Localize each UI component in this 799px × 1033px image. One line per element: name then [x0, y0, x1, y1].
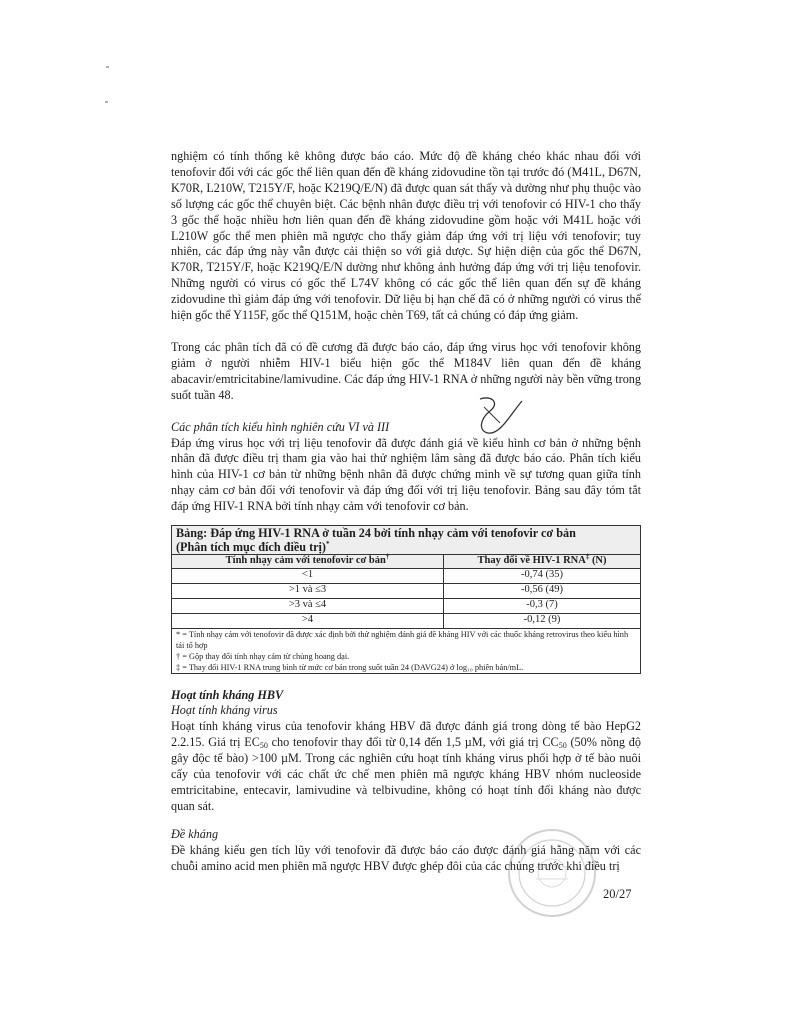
heading-anti-hbv-activity: Hoạt tính kháng HBV — [171, 687, 284, 702]
table-footnotes — [172, 628, 641, 673]
paragraph-phenotypic-response: Đáp ứng virus học với trị liệu tenofovir đã được đánh giá về kiểu hình cơ bản ở những bệnh nhân đã được điều trị tham gia vào hai thử nghiệm lâm sàng đã được báo cáo. Phân tích kiểu hình của HIV-1 cơ bản từ những bệnh nhân đã được chứng minh về sự tương quan giữa tính nhạy cảm cơ bản đối với tenofovir và đáp ứng đối với trị liệu tenofovir. Bảng sau đây tóm tắt đáp ứng HIV-1 RNA bởi tính nhạy cảm với tenofovir cơ bản. — [171, 435, 641, 514]
paragraph-antiviral-activity — [171, 719, 641, 814]
table-caption-mark: * — [325, 539, 330, 548]
table-footnote: † = Gộp thay đổi tính nhạy cảm từ chủng hoang dại. — [176, 651, 350, 661]
paragraph-resistance-intro: nghiệm có tính thống kê không được báo cáo. Mức độ đề kháng chéo khác nhau đối với tenofovir đối với các gốc thể liên quan đến đề kháng zidovudine tồn tại trước đó (M41L, D67N, K70R, L210W, T215Y/F, hoặc K219Q/E/N) đã được quan sát thấy và dường như phụ thuộc vào số lượng các gốc thể chuyên biệt. Các bệnh nhân được điều trị với tenofovir có HIV-1 cho thấy 3 gốc thể hoặc nhiều hơn liên quan đến đề kháng zidovudine gồm hoặc với M41L hoặc với L210W gốc thể men phiên mã ngược cho thấy giảm đáp ứng với trị liệu với tenofovir; tuy nhiên, các đáp ứng này vẫn được cải thiện so với giả dược. Sự hiện diện của gốc thể D67N, K70R, T215Y/F, hoặc K219Q/E/N dường như không ảnh hưởng đáp ứng với trị liệu tenofovir. Những người có virus có gốc thể L74V không có các gốc thể liên quan đến sự đề kháng zidovudine thì giảm đáp ứng với tenofovir. Dữ liệu bị hạn chế đã có ở những người có virus thể hiện gốc thể Y115F, gốc thể Q151M, hoặc chèn T69, tất cả chúng có đáp ứng giảm. — [171, 149, 641, 323]
column-header-rna-change-mark: ‡ — [585, 552, 590, 561]
rna-change-cell: -0,74 (35) — [444, 568, 641, 583]
table-row — [172, 583, 641, 598]
page-number: 20/27 — [603, 887, 632, 901]
table-caption-line1: Bảng: Đáp ứng HIV-1 RNA ở tuần 24 bởi tính nhạy cảm với tenofovir cơ bản — [176, 526, 576, 541]
table-row — [172, 568, 641, 583]
paragraph-resistance: Đề kháng kiểu gen tích lũy với tenofovir đã được báo cáo được đánh giá hằng năm với các chuỗi amino acid men phiên mã ngược HBV được ghép đôi của các chủng trước khi điều trị — [171, 842, 641, 873]
table-caption — [172, 526, 641, 555]
heading-phenotypic-analysis: Các phân tích kiểu hình nghiên cứu VI và III — [171, 419, 390, 434]
column-header-susceptibility-mark: † — [385, 552, 390, 561]
column-header-susceptibility — [172, 552, 444, 569]
scan-speck — [105, 101, 108, 103]
susceptibility-cell: >3 và ≤4 — [172, 598, 444, 613]
scan-speck — [106, 66, 109, 68]
table-caption-line2: (Phân tích mục đích điều trị) — [176, 540, 326, 555]
official-seal-stamp — [506, 827, 598, 919]
column-header-susceptibility-text: Tính nhạy cảm với tenofovir cơ bản — [225, 555, 386, 567]
heading-antiviral-activity: Hoạt tính kháng virus — [171, 703, 278, 718]
table-row — [172, 613, 641, 628]
rna-change-cell: -0,56 (49) — [444, 583, 641, 598]
antiviral-text-part: (50% nồng độ gây độc tế bào) >100 µM. Trong các nghiên cứu hoạt tính kháng virus phối hợp ở tế bào nuôi cấy của tenofovir với các chất ức chế men phiên mã ngược kháng HBV nhóm nucleoside emtricitabine, entecavir, lamivudine và telbivudine, không có hoạt tính đối kháng nào được quan sát. — [171, 735, 641, 813]
column-header-rna-change-suffix: (N) — [589, 555, 607, 567]
ec50-subscript: 50 — [259, 741, 268, 751]
heading-resistance: Đề kháng — [171, 826, 219, 841]
antiviral-text-part: Hoạt tính kháng virus của tenofovir kháng HBV đã được đánh giá trong dòng tế bào HepG2 2.2.15. Giá trị EC — [171, 719, 641, 750]
rna-change-cell: -0,3 (7) — [444, 598, 641, 613]
table-footnote: ‡ = Thay đổi HIV-1 RNA trung bình từ mức cơ bản trong suốt tuần 24 (DAVG24) ở log₁₀ phiên bản/mL. — [176, 662, 524, 672]
handwritten-signature — [470, 393, 530, 438]
column-header-rna-change — [444, 552, 641, 569]
antiviral-text-part: cho tenofovir thay đổi từ 0,14 đến 1,5 µM, với giá trị CC — [267, 735, 559, 750]
susceptibility-cell: <1 — [172, 568, 444, 583]
paragraph-m184v: Trong các phân tích đã có đề cương đã được báo cáo, đáp ứng virus học với tenofovir không giảm ở người nhiễm HIV-1 biểu hiện gốc thể M184V liên quan đến đề kháng abacavir/emtricitabine/lamivudine. Các đáp ứng HIV-1 RNA ở những người này bền vững trong suốt tuần 48. — [171, 339, 641, 402]
susceptibility-table — [171, 525, 641, 674]
table-row — [172, 598, 641, 613]
cc50-subscript: 50 — [558, 741, 567, 751]
page-body — [171, 149, 641, 875]
rna-change-cell: -0,12 (9) — [444, 613, 641, 628]
column-header-rna-change-text: Thay đổi về HIV-1 RNA — [477, 555, 586, 567]
table-footnote: * = Tính nhạy cảm với tenofovir đã được xác định bởi thử nghiệm đánh giá đề kháng HIV với các thuốc kháng retrovirus theo kiểu hình tái tổ hợp — [176, 629, 629, 650]
susceptibility-cell: >1 và ≤3 — [172, 583, 444, 598]
susceptibility-cell: >4 — [172, 613, 444, 628]
